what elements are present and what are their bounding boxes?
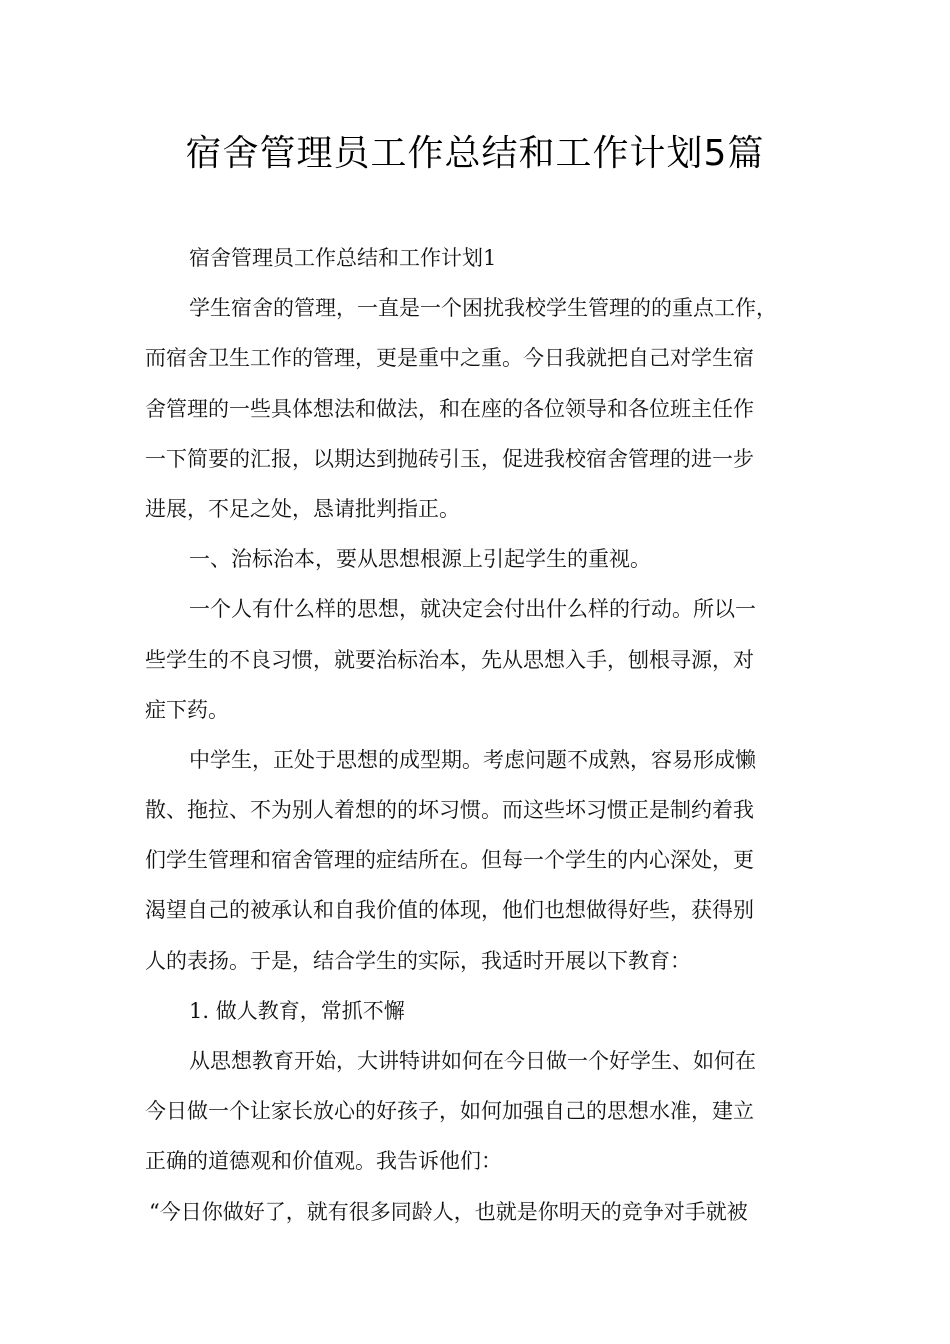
paragraph-line: 正确的道德观和价值观。我告诉他们： <box>145 1149 502 1174</box>
paragraph-line: 从思想教育开始，大讲特讲如何在今日做一个好学生、如何在 <box>189 1049 756 1073</box>
paragraph-line: 中学生，正处于思想的成型期。考虑问题不成熟，容易形成懒 <box>189 747 756 772</box>
paragraph-line: 症下药。 <box>145 697 229 722</box>
paragraph-line: 些学生的不良习惯，就要治标治本，先从思想入手，刨根寻源，对 <box>145 647 754 672</box>
paragraph-line: 渴望自己的被承认和自我价值的体现，他们也想做得好些，获得别 <box>145 898 754 923</box>
document-body <box>145 233 815 1237</box>
paragraph-line: 散、拖拉、不为别人着想的的坏习惯。而这些坏习惯正是制约着我 <box>145 798 754 823</box>
paragraph-line: 进展，不足之处，恳请批判指正。 <box>145 496 460 521</box>
paragraph-line: 舍管理的一些具体想法和做法，和在座的各位领导和各位班主任作 <box>145 396 754 421</box>
paragraph-line: 今日做一个让家长放心的好孩子，如何加强自己的思想水准，建立 <box>145 1099 754 1124</box>
paragraph-line: 人的表扬。于是，结合学生的实际，我适时开展以下教育： <box>145 948 691 973</box>
paragraph-line: 而宿舍卫生工作的管理，更是重中之重。今日我就把自己对学生宿 <box>145 346 754 371</box>
paragraph-line: 们学生管理和宿舍管理的症结所在。但每一个学生的内心深处，更 <box>145 848 754 873</box>
paragraph-line: 学生宿舍的管理，一直是一个困扰我校学生管理的的重点工作， <box>189 296 777 321</box>
subsection-heading: 一、治标治本，要从思想根源上引起学生的重视。 <box>189 547 651 572</box>
paragraph-line: 一下简要的汇报，以期达到抛砖引玉，促进我校宿舍管理的进一步 <box>145 446 754 471</box>
section-heading: 宿舍管理员工作总结和工作计划1 <box>189 246 497 270</box>
document-title: 宿舍管理员工作总结和工作计划5篇 <box>185 133 765 174</box>
paragraph-line: “今日你做好了，就有很多同龄人，也就是你明天的竞争对手就被 <box>149 1199 748 1224</box>
numbered-heading: 1. 做人教育，常抓不懈 <box>189 998 405 1023</box>
paragraph-line: 一个人有什么样的思想，就决定会付出什么样的行动。所以一 <box>189 597 756 622</box>
